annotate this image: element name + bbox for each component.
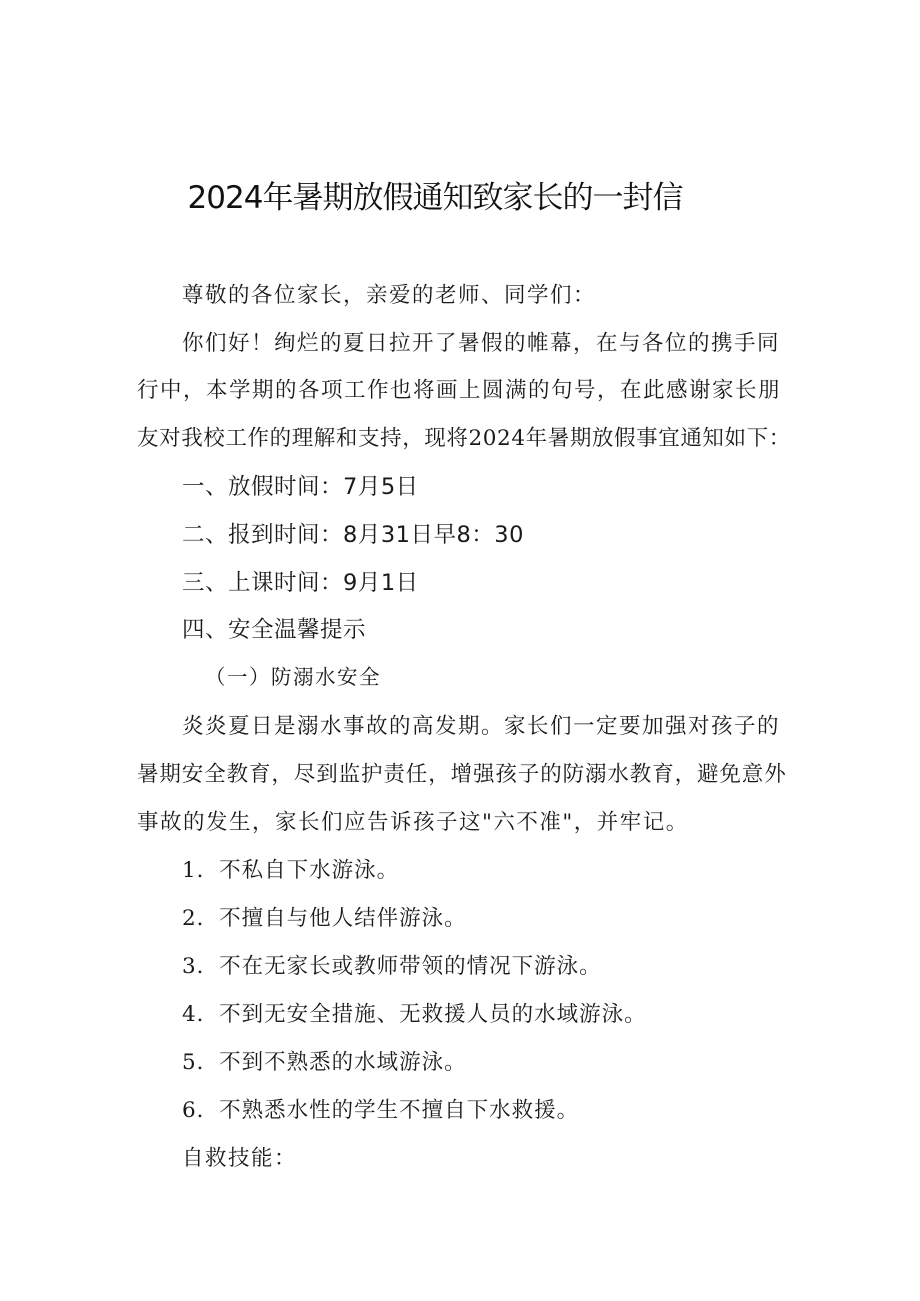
- greeting: 尊敬的各位家长，亲爱的老师、同学们：: [182, 283, 597, 308]
- self-rescue-label: 自救技能：: [182, 1146, 298, 1171]
- paragraph-line-2: 暑期安全教育，尽到监护责任，增强孩子的防溺水教育，避免意外: [137, 762, 787, 787]
- section-class-time: 三、上课时间：9月1日: [182, 570, 419, 596]
- rule-2: 2．不擅自与他人结伴游泳。: [182, 906, 467, 931]
- document-title: 2024年暑期放假通知致家长的一封信: [187, 180, 683, 216]
- section-vacation-time: 一、放假时间：7月5日: [182, 474, 419, 500]
- section-report-time: 二、报到时间：8月31日早8：30: [182, 522, 524, 548]
- intro-line-1: 你们好！绚烂的夏日拉开了暑假的帷幕，在与各位的携手同: [182, 331, 781, 356]
- intro-line-3: 友对我校工作的理解和支持，现将2024年暑期放假事宜通知如下：: [137, 426, 791, 451]
- rule-3: 3．不在无家长或教师带领的情况下游泳。: [182, 954, 602, 979]
- rule-6: 6．不熟悉水性的学生不擅自下水救援。: [182, 1098, 580, 1123]
- subsection-drowning-safety: （一）防溺水安全: [205, 665, 381, 689]
- rule-5: 5．不到不熟悉的水域游泳。: [182, 1050, 467, 1075]
- rule-4: 4．不到无安全措施、无救援人员的水域游泳。: [182, 1002, 647, 1027]
- section-safety-tips: 四、安全温馨提示: [182, 617, 367, 643]
- rule-1: 1．不私自下水游泳。: [182, 858, 400, 883]
- paragraph-line-1: 炎炎夏日是溺水事故的高发期。家长们一定要加强对孩子的: [182, 714, 781, 739]
- intro-line-2: 行中，本学期的各项工作也将画上圆满的句号，在此感谢家长朋: [137, 378, 782, 403]
- paragraph-line-3: 事故的发生，家长们应告诉孩子这"六不准"，并牢记。: [137, 810, 689, 835]
